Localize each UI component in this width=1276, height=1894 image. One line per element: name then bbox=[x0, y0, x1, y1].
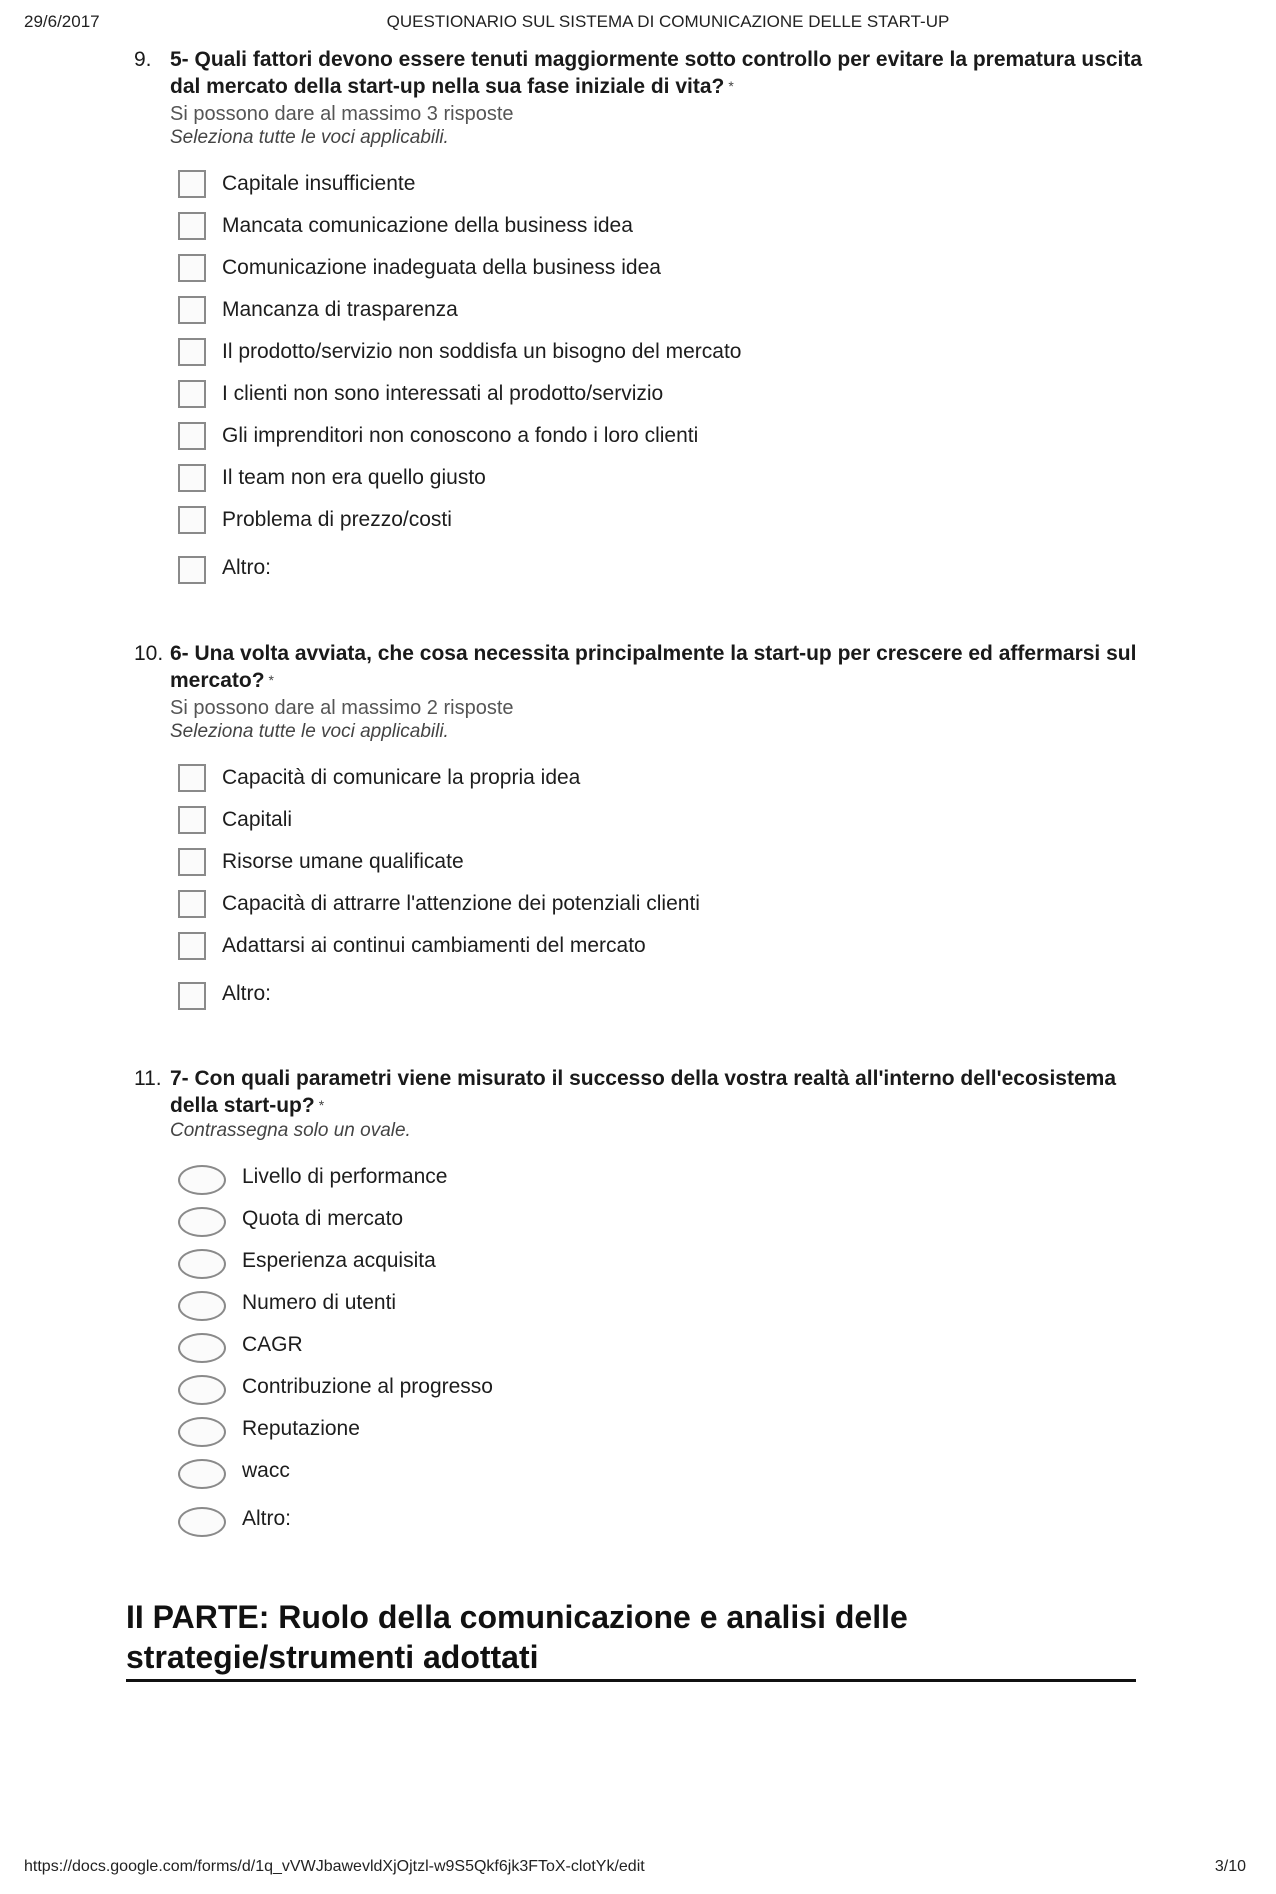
option-label: Altro: bbox=[222, 556, 272, 579]
question-title bbox=[134, 1065, 1154, 1119]
radio-oval[interactable] bbox=[178, 1459, 226, 1489]
option-label: Gli imprenditori non conoscono a fondo i loro clienti bbox=[222, 424, 699, 447]
checkbox[interactable] bbox=[178, 806, 206, 834]
checkbox[interactable] bbox=[178, 296, 206, 324]
option-label: Esperienza acquisita bbox=[242, 1249, 436, 1272]
question-title bbox=[134, 46, 1154, 100]
option-label: Il team non era quello giusto bbox=[222, 466, 486, 489]
radio-oval[interactable] bbox=[178, 1165, 226, 1195]
checkbox-option[interactable] bbox=[134, 758, 1154, 800]
option-label: Contribuzione al progresso bbox=[242, 1375, 493, 1398]
checkbox-option[interactable] bbox=[134, 416, 1154, 458]
checkbox[interactable] bbox=[178, 254, 206, 282]
page-header-title: QUESTIONARIO SUL SISTEMA DI COMUNICAZIONE DELLE START-UP bbox=[386, 12, 950, 31]
option-label: Reputazione bbox=[242, 1417, 360, 1440]
checkbox-option[interactable] bbox=[134, 332, 1154, 374]
option-label: Mancanza di trasparenza bbox=[222, 298, 458, 321]
option-label: Adattarsi ai continui cambiamenti del mercato bbox=[222, 934, 646, 957]
required-mark: * bbox=[268, 672, 274, 688]
radio-option[interactable] bbox=[134, 1325, 1154, 1367]
checkbox-option[interactable] bbox=[134, 374, 1154, 416]
footer-url: https://docs.google.com/forms/d/1q_vVWJbawevldXjOjtzl-w9S5Qkf6jk3FToX-clotYk/edit bbox=[24, 1858, 645, 1875]
radio-oval[interactable] bbox=[178, 1249, 226, 1279]
checkbox-option[interactable] bbox=[134, 248, 1154, 290]
option-label: Il prodotto/servizio non soddisfa un bisogno del mercato bbox=[222, 340, 742, 363]
checkbox[interactable] bbox=[178, 422, 206, 450]
option-label: CAGR bbox=[242, 1333, 303, 1356]
checkbox[interactable] bbox=[178, 932, 206, 960]
checkbox[interactable] bbox=[178, 848, 206, 876]
question-9 bbox=[134, 46, 1154, 594]
option-label: Numero di utenti bbox=[242, 1291, 397, 1314]
question-11 bbox=[134, 1065, 1154, 1545]
option-label: Capacità di comunicare la propria idea bbox=[222, 766, 581, 789]
option-label: wacc bbox=[242, 1459, 290, 1482]
radio-oval[interactable] bbox=[178, 1333, 226, 1363]
radio-option[interactable] bbox=[134, 1199, 1154, 1241]
checkbox-option[interactable] bbox=[134, 458, 1154, 500]
section-title: II PARTE: Ruolo della comunicazione e analisi delle strategie/strumenti adottati bbox=[126, 1597, 1136, 1682]
checkbox-option[interactable] bbox=[134, 206, 1154, 248]
question-note: Si possono dare al massimo 3 risposte bbox=[170, 103, 514, 125]
question-text: 6- Una volta avviata, che cosa necessita principalmente la start-up per crescere ed affermarsi sul mercato? bbox=[170, 642, 1137, 692]
option-label: Altro: bbox=[222, 982, 272, 1005]
checkbox-option[interactable] bbox=[134, 884, 1154, 926]
page-header-date: 29/6/2017 bbox=[24, 12, 100, 31]
radio-option[interactable] bbox=[134, 1241, 1154, 1283]
checkbox-option[interactable] bbox=[134, 842, 1154, 884]
option-label: Capacità di attrarre l'attenzione dei potenziali clienti bbox=[222, 892, 700, 915]
checkbox-option[interactable] bbox=[134, 290, 1154, 332]
question-text: 7- Con quali parametri viene misurato il successo della vostra realtà all'interno dell'ecosistema della start-up? bbox=[170, 1067, 1117, 1117]
option-label: Livello di performance bbox=[242, 1165, 448, 1188]
checkbox-option[interactable] bbox=[134, 500, 1154, 542]
radio-oval[interactable] bbox=[178, 1291, 226, 1321]
question-note: Si possono dare al massimo 2 risposte bbox=[170, 697, 514, 719]
required-mark: * bbox=[728, 78, 734, 94]
question-instruction: Contrassegna solo un ovale. bbox=[170, 1120, 411, 1141]
checkbox-option[interactable] bbox=[134, 800, 1154, 842]
question-text: 5- Quali fattori devono essere tenuti maggiormente sotto controllo per evitare la prematura uscita dal mercato della start-up nella sua fase iniziale di vita? bbox=[170, 48, 1143, 98]
checkbox[interactable] bbox=[178, 556, 206, 584]
option-label: I clienti non sono interessati al prodotto/servizio bbox=[222, 382, 664, 405]
radio-group bbox=[134, 1157, 1154, 1545]
option-label: Capitali bbox=[222, 808, 293, 831]
radio-oval[interactable] bbox=[178, 1417, 226, 1447]
radio-oval[interactable] bbox=[178, 1207, 226, 1237]
radio-oval[interactable] bbox=[178, 1507, 226, 1537]
checkbox[interactable] bbox=[178, 338, 206, 366]
radio-option-other[interactable] bbox=[134, 1493, 1154, 1545]
radio-option[interactable] bbox=[134, 1157, 1154, 1199]
checkbox[interactable] bbox=[178, 464, 206, 492]
checkbox[interactable] bbox=[178, 170, 206, 198]
radio-option[interactable] bbox=[134, 1367, 1154, 1409]
radio-oval[interactable] bbox=[178, 1375, 226, 1405]
checkbox[interactable] bbox=[178, 506, 206, 534]
radio-option[interactable] bbox=[134, 1451, 1154, 1493]
checkbox-option-other[interactable] bbox=[134, 542, 1154, 594]
question-10 bbox=[134, 640, 1154, 1020]
option-label: Quota di mercato bbox=[242, 1207, 404, 1230]
checkbox-group bbox=[134, 164, 1154, 594]
checkbox[interactable] bbox=[178, 890, 206, 918]
checkbox[interactable] bbox=[178, 982, 206, 1010]
checkbox-option[interactable] bbox=[134, 164, 1154, 206]
question-instruction: Seleziona tutte le voci applicabili. bbox=[170, 127, 449, 148]
radio-option[interactable] bbox=[134, 1283, 1154, 1325]
checkbox-group bbox=[134, 758, 1154, 1020]
question-title bbox=[134, 640, 1154, 694]
question-number: 11. bbox=[134, 1067, 162, 1090]
checkbox[interactable] bbox=[178, 764, 206, 792]
checkbox-option[interactable] bbox=[134, 926, 1154, 968]
option-label: Comunicazione inadeguata della business idea bbox=[222, 256, 661, 279]
option-label: Mancata comunicazione della business idea bbox=[222, 214, 633, 237]
question-number: 9. bbox=[134, 48, 152, 71]
checkbox-option-other[interactable] bbox=[134, 968, 1154, 1020]
footer-page-number: 3/10 bbox=[1214, 1858, 1246, 1875]
question-number: 10. bbox=[134, 642, 164, 665]
required-mark: * bbox=[318, 1097, 325, 1113]
option-label: Risorse umane qualificate bbox=[222, 850, 464, 873]
radio-option[interactable] bbox=[134, 1409, 1154, 1451]
question-instruction: Seleziona tutte le voci applicabili. bbox=[170, 721, 449, 742]
option-label: Capitale insufficiente bbox=[222, 172, 416, 195]
checkbox[interactable] bbox=[178, 212, 206, 240]
option-label: Altro: bbox=[242, 1507, 292, 1530]
option-label: Problema di prezzo/costi bbox=[222, 508, 452, 531]
checkbox[interactable] bbox=[178, 380, 206, 408]
